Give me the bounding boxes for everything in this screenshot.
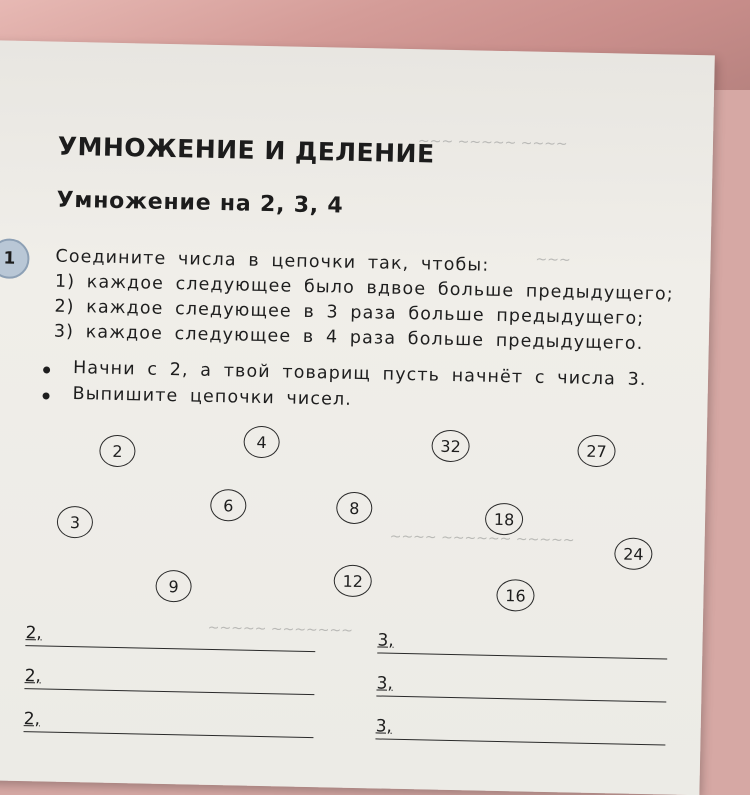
answer-start-2: 2, bbox=[24, 666, 42, 687]
answer-start-3: 3, bbox=[377, 630, 394, 651]
number-circle[interactable]: 18 bbox=[485, 503, 524, 536]
number-circle[interactable]: 3 bbox=[57, 506, 94, 539]
number-circle[interactable]: 4 bbox=[243, 426, 280, 459]
bullet-dot bbox=[42, 392, 49, 399]
number-circle[interactable]: 24 bbox=[614, 537, 653, 570]
bleed-through-text: ~~~~ ~~~~~~ ~~~~~ bbox=[389, 528, 575, 549]
task-condition-3: 3) каждое следующее в 4 раза больше предыдущего. bbox=[53, 321, 644, 354]
task-number-badge bbox=[0, 238, 30, 279]
task-condition-1: 1) каждое следующее было вдвое больше предыдущего; bbox=[54, 271, 674, 305]
bleed-through-text: ~~~~~ ~~~~~~~ bbox=[207, 619, 354, 639]
task-condition-2: 2) каждое следующее в 3 раза больше предыдущего; bbox=[54, 296, 645, 329]
answer-start-3: 3, bbox=[375, 716, 393, 737]
lesson-title: Умножение на 2, 3, 4 bbox=[56, 187, 344, 219]
bleed-through-text: ~~~ bbox=[535, 251, 571, 269]
bleed-through-text: ~~~ ~~~~~ ~~~~ bbox=[417, 133, 568, 153]
answer-line[interactable] bbox=[24, 731, 314, 738]
bullet-dot bbox=[43, 366, 50, 373]
task-instruction: Соедините числа в цепочки так, чтобы: bbox=[55, 246, 490, 276]
answer-line[interactable] bbox=[376, 695, 666, 702]
bullet-instruction-2: Выпишите цепочки чисел. bbox=[72, 384, 353, 410]
number-circle[interactable]: 8 bbox=[336, 492, 373, 525]
number-circle[interactable]: 12 bbox=[333, 565, 372, 598]
number-circle[interactable]: 16 bbox=[496, 579, 535, 612]
answer-start-3: 3, bbox=[376, 673, 394, 694]
number-circle[interactable]: 32 bbox=[431, 430, 470, 463]
workbook-page bbox=[0, 40, 715, 795]
bullet-instruction-1: Начни с 2, а твой товарищ пусть начнёт с числа 3. bbox=[72, 358, 647, 391]
number-circle[interactable]: 27 bbox=[577, 435, 616, 468]
answer-line[interactable] bbox=[24, 688, 314, 695]
answer-line[interactable] bbox=[377, 652, 667, 659]
answer-line[interactable] bbox=[25, 645, 315, 652]
chapter-title: УМНОЖЕНИЕ И ДЕЛЕНИЕ bbox=[57, 131, 435, 169]
task-number: 1 bbox=[3, 248, 16, 269]
number-circle[interactable]: 6 bbox=[210, 489, 247, 522]
number-circle[interactable]: 9 bbox=[155, 570, 192, 603]
number-circle[interactable]: 2 bbox=[99, 435, 136, 468]
answer-start-2: 2, bbox=[23, 709, 41, 730]
answer-line[interactable] bbox=[375, 738, 665, 745]
answer-start-2: 2, bbox=[25, 623, 43, 644]
